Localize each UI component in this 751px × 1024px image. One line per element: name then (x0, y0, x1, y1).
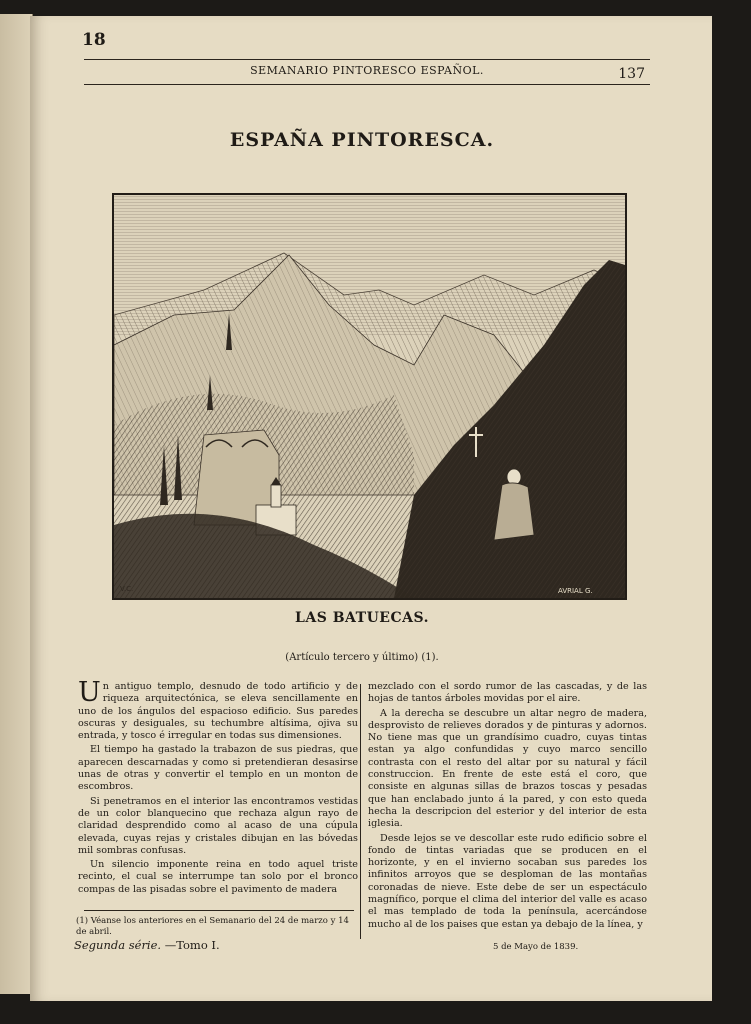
article-subtitle: (Artículo tercero y último) (1). (285, 652, 439, 663)
paragraph: Un silencio imponente reina en todo aquel triste recinto, el cual se interrumpe tan solo por el bronco compas de las pisadas sobre el pavimento de madera (78, 859, 358, 895)
footnote: (1) Véanse los anteriores en el Semanario del 24 de marzo y 14 de abril. (76, 916, 349, 937)
drop-cap: U (78, 677, 101, 708)
header-rule-top (84, 59, 650, 60)
engraving-artwork (114, 195, 625, 598)
volume-label: —Tomo I. (164, 938, 220, 952)
issue-date: 5 de Mayo de 1839. (493, 942, 579, 952)
paragraph: El tiempo ha gastado la trabazon de sus piedras, que aparecen descarnadas y como si pretendieran desasirse unas de otras y convertir el templo en un monton de escombros. (78, 744, 358, 793)
series-volume (74, 938, 220, 952)
paragraph: mezclado con el sordo rumor de las cascadas, y de las hojas de tantos árboles movidas por el aire. (368, 681, 647, 705)
paragraph: A la derecha se descubre un altar negro de madera, desprovisto de relieves dorados y de pinturas y adornos. No tiene mas que un grandísimo cuadro, cuyas tintas estan ya algo confundidas y cuyo marco sencillo contrasta con el resto del altar por su natural y fácil construccion. En frente de este está el coro, que consiste en algunas sillas de brazos toscas y pesadas que han enclabado junto á la pared, y con esto queda hecha la descripcion del esterior y del interior de esta iglesia. (368, 707, 647, 830)
series-label: Segunda série. (74, 938, 162, 952)
text-column-right (368, 681, 647, 933)
header-rule-bottom (84, 84, 650, 85)
column-divider (360, 684, 361, 939)
section-title: ESPAÑA PINTORESCA. (229, 129, 495, 151)
paragraph: Si penetramos en el interior las encontramos vestidas de un color blanquecino que rechaza algun rayo de claridad desprendido como al acaso de una cúpula elevada, cuyas rejas y cristales dibujan en las bóvedas mil sombras confusas. (78, 795, 358, 856)
paragraph (78, 677, 358, 742)
text-column-left (78, 677, 358, 898)
paragraph: Desde lejos se ve descollar este rudo edificio sobre el fondo de tintas variadas que se producen en el horizonte, y en el invierno socaban sus paredes los infinitos arroyos que se desploman de las montañas coronadas de nieve. Este debe de ser un espectáculo magnífico, porque el clima del interior del valle es acaso el mas templado de toda la península, acercándose mucho al de los paises que estan ya debajo de la línea, y (368, 832, 647, 930)
facing-page-edge (0, 14, 33, 994)
page-number-left: 18 (82, 30, 106, 50)
landscape-engraving (112, 193, 627, 600)
engraving-signature-right: AVRIAL G. (558, 587, 593, 595)
page-number-right: 137 (618, 66, 645, 82)
running-title: SEMANARIO PINTORESCO ESPAÑOL. (250, 64, 484, 77)
paragraph-text: n antiguo templo, desnudo de todo artificio y de riqueza arquitectónica, se eleva sencillamente en uno de los ángulos del espacioso edificio. Sus paredes oscuras y desiguales, su techumbre altísima, ojiva su entrada, y tosco é irregular en todas sus dimensiones. (78, 681, 358, 742)
engraving-signature-left: V.C. (120, 585, 134, 593)
illustration-caption: LAS BATUECAS. (295, 610, 429, 626)
footnote-rule (84, 910, 354, 911)
